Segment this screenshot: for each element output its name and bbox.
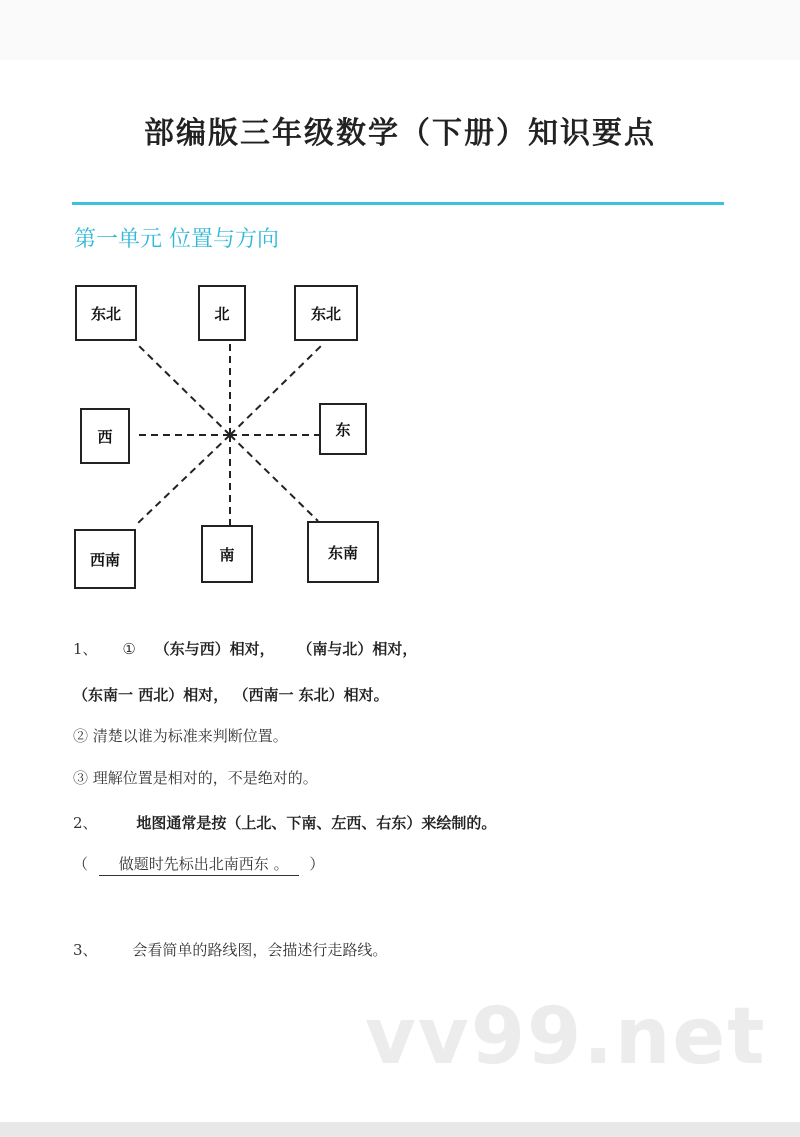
point-1-text-b: （南与北）相对，: [297, 640, 418, 658]
line-nw: [138, 345, 230, 435]
point-1-number: 1、: [73, 640, 98, 658]
direction-box-northeast: 东北: [294, 285, 358, 341]
point-3-line: [73, 939, 387, 960]
point-2-note: 做题时先标出北南西东 。: [99, 853, 299, 876]
top-margin: [0, 0, 800, 60]
point-1-line-2: （东南一 西北）相对， （西南一 东北）相对。: [73, 686, 389, 704]
direction-box-north: 北: [198, 285, 246, 341]
page-title: 部编版三年级数学（下册）知识要点: [144, 116, 656, 151]
point-1-sub-3: ③ 理解位置是相对的，不是绝对的。: [73, 769, 318, 787]
point-1-line-1: [73, 638, 417, 659]
direction-box-south: 南: [201, 525, 253, 583]
point-3-text: 会看简单的路线图，会描述行走路线。: [132, 941, 388, 959]
line-se: [230, 435, 318, 521]
direction-box-west: 西: [80, 408, 130, 464]
point-2-number: 2、: [73, 814, 98, 832]
line-sw: [138, 435, 230, 523]
unit-heading: 第一单元 位置与方向: [74, 227, 279, 252]
direction-box-northwest: 东北: [75, 285, 137, 341]
line-ne: [230, 345, 322, 435]
point-1-text-a: （东与西）相对，: [154, 640, 275, 658]
bottom-margin: [0, 1122, 800, 1137]
point-3-number: 3、: [73, 941, 98, 959]
heading-divider: [72, 202, 724, 205]
point-2-note-close: ）: [309, 855, 325, 873]
point-2-line: [73, 812, 496, 833]
point-1-sub-2: ② 清楚以谁为标准来判断位置。: [73, 727, 288, 745]
watermark: vv99.net: [365, 992, 767, 1082]
direction-diagram: [60, 275, 390, 595]
point-2-note-line: [73, 853, 324, 876]
direction-box-southeast: 东南: [307, 521, 379, 583]
direction-box-east: 东: [319, 403, 367, 455]
point-2-note-open: （: [73, 855, 89, 873]
point-2-text: 地图通常是按（上北、下南、左西、右东）来绘制的。: [136, 814, 497, 832]
direction-box-southwest: 西南: [74, 529, 136, 589]
point-1-circle: ①: [122, 640, 136, 658]
